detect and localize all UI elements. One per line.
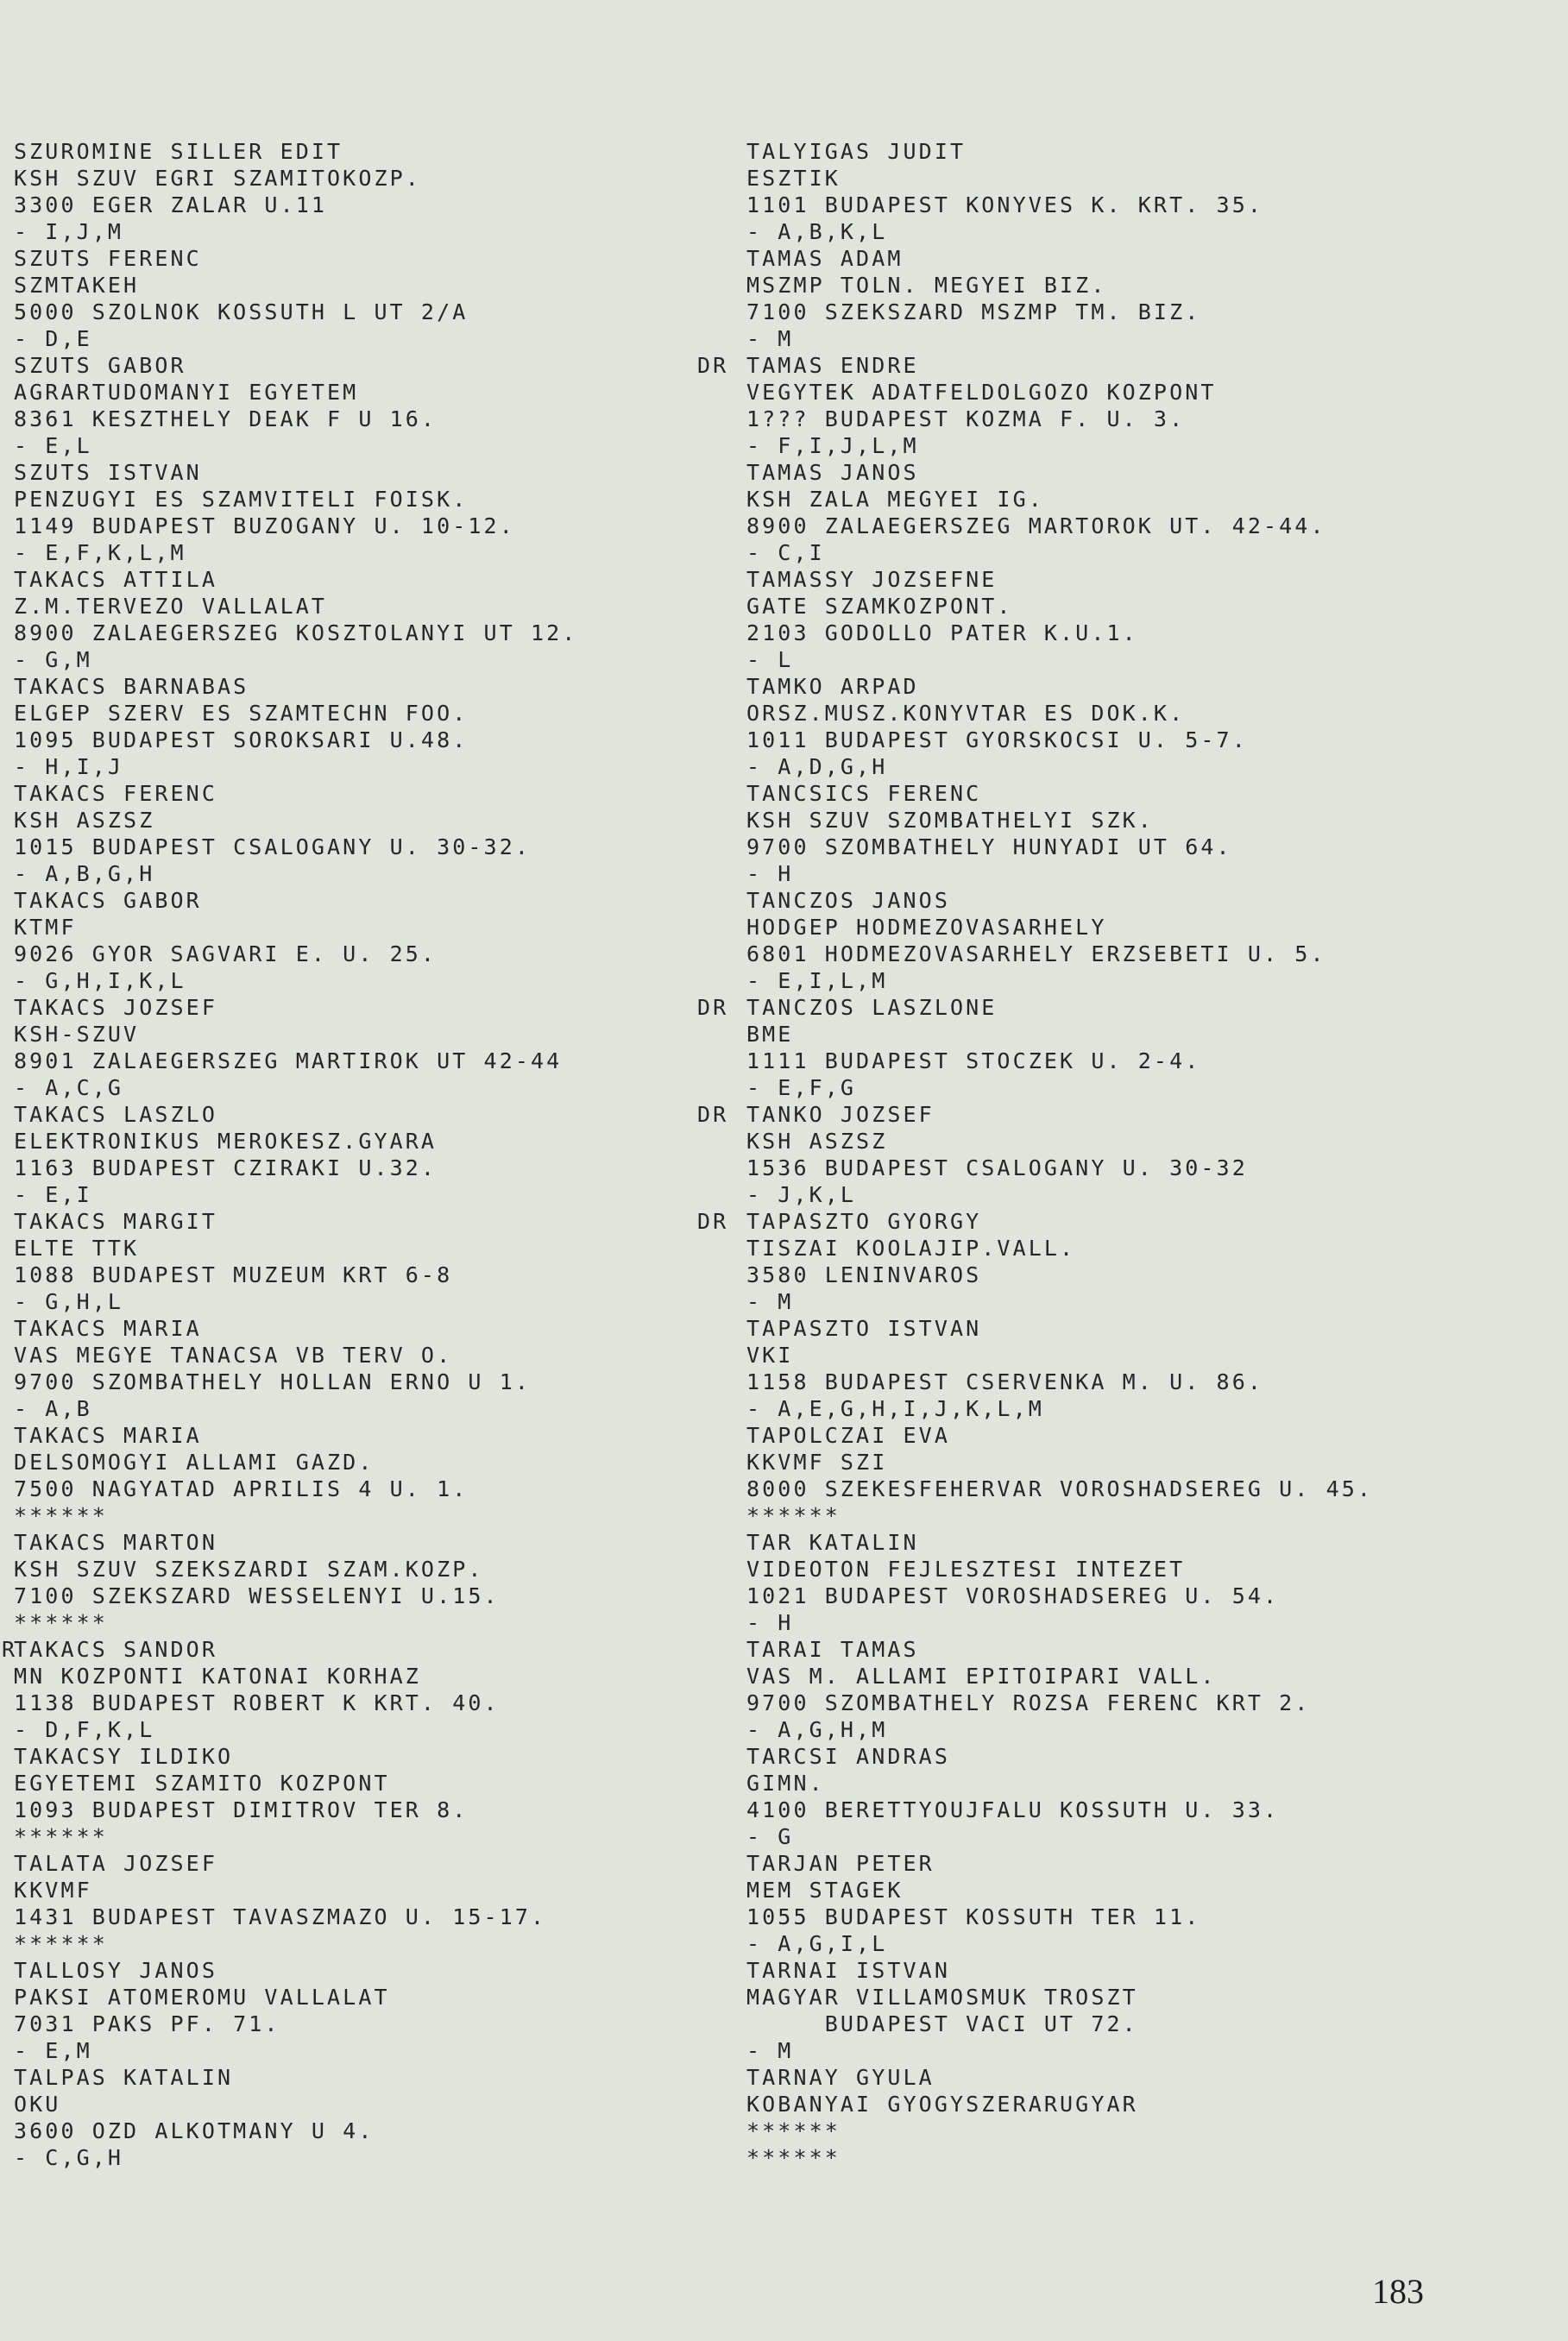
- entry-name: TAKACS MARTON: [14, 1530, 217, 1555]
- directory-entry: [14, 459, 577, 566]
- entry-address: 7100 SZEKSZARD MSZMP TM. BIZ.: [746, 299, 1201, 324]
- directory-entry: [14, 1422, 577, 1529]
- entry-name: TAKACS GABOR: [14, 888, 202, 913]
- directory-entry: [697, 1208, 1373, 1315]
- directory-entry: [746, 1422, 1373, 1529]
- directory-entry: [746, 138, 1373, 245]
- directory-entry: [746, 1529, 1373, 1636]
- entry-name: TANCSICS FERENC: [746, 781, 982, 806]
- title-prefix: DR: [697, 995, 729, 1020]
- entry-name: TARNAI ISTVAN: [746, 1958, 950, 1983]
- entry-address: 1111 BUDAPEST STOCZEK U. 2-4.: [746, 1048, 1201, 1073]
- entry-address: 1093 BUDAPEST DIMITROV TER 8.: [14, 1797, 469, 1822]
- entry-address: 8901 ZALAEGERSZEG MARTIROK UT 42-44: [14, 1048, 563, 1073]
- entry-organization: MSZMP TOLN. MEGYEI BIZ.: [746, 273, 1107, 298]
- title-prefix: R: [2, 1637, 18, 1662]
- entry-address: 1536 BUDAPEST CSALOGANY U. 30-32: [746, 1155, 1248, 1180]
- entry-address: 5000 SZOLNOK KOSSUTH L UT 2/A: [14, 299, 469, 324]
- entry-codes: - D,E: [14, 326, 92, 351]
- entry-address: 1149 BUDAPEST BUZOGANY U. 10-12.: [14, 513, 515, 538]
- entry-address: 9700 SZOMBATHELY HOLLAN ERNO U 1.: [14, 1369, 531, 1394]
- entry-address: ******: [746, 2118, 841, 2143]
- directory-entry: [746, 566, 1373, 673]
- entry-address: 3300 EGER ZALAR U.11: [14, 192, 328, 217]
- entry-organization: HODGEP HODMEZOVASARHELY: [746, 915, 1107, 940]
- entry-codes: - G,H,I,K,L: [14, 968, 186, 993]
- directory-entry: [14, 887, 577, 994]
- entry-codes: - M: [746, 1289, 794, 1314]
- entry-codes: - E,I: [14, 1182, 92, 1207]
- directory-entry: [746, 887, 1373, 994]
- entry-organization: ELTE TTK: [14, 1236, 140, 1261]
- entry-organization: SZMTAKEH: [14, 273, 140, 298]
- entry-organization: ESZTIK: [746, 166, 841, 191]
- entry-organization: VAS MEGYE TANACSA VB TERV O.: [14, 1343, 453, 1368]
- entry-codes: - A,B: [14, 1396, 92, 1421]
- directory-entry: [746, 1315, 1373, 1422]
- entry-organization: Z.M.TERVEZO VALLALAT: [14, 594, 328, 619]
- entry-organization: KTMF: [14, 915, 77, 940]
- entry-organization: PENZUGYI ES SZAMVITELI FOISK.: [14, 487, 469, 512]
- entry-codes: - A,G,H,M: [746, 1717, 888, 1742]
- entry-codes: ******: [14, 1610, 108, 1635]
- directory-entry: [14, 245, 577, 352]
- entry-name: TANCZOS LASZLONE: [746, 995, 998, 1020]
- entry-organization: EGYETEMI SZAMITO KOZPONT: [14, 1771, 390, 1796]
- entry-address: 4100 BERETTYOUJFALU KOSSUTH U. 33.: [746, 1797, 1280, 1822]
- entry-address: 1101 BUDAPEST KONYVES K. KRT. 35.: [746, 192, 1263, 217]
- entry-codes: - E,L: [14, 433, 92, 458]
- entry-organization: ORSZ.MUSZ.KONYVTAR ES DOK.K.: [746, 701, 1186, 726]
- entry-name: TAPOLCZAI EVA: [746, 1423, 950, 1448]
- directory-entry: [697, 1101, 1373, 1208]
- entry-name: TAMAS ADAM: [746, 246, 904, 271]
- entry-address: 1015 BUDAPEST CSALOGANY U. 30-32.: [14, 834, 531, 859]
- entry-codes: ******: [746, 1503, 841, 1528]
- entry-name: TALPAS KATALIN: [14, 2065, 234, 2090]
- entry-name: TALLOSY JANOS: [14, 1958, 217, 1983]
- entry-line: [697, 352, 1373, 379]
- directory-entry: [746, 1850, 1373, 1957]
- entry-codes: - H: [746, 1610, 794, 1635]
- entry-codes: - E,I,L,M: [746, 968, 888, 993]
- entry-codes: ******: [746, 2145, 841, 2170]
- directory-entry: [746, 1636, 1373, 1743]
- entry-address: 1021 BUDAPEST VOROSHADSEREG U. 54.: [746, 1583, 1280, 1608]
- entry-organization: KSH-SZUV: [14, 1022, 140, 1047]
- entry-name: SZUTS GABOR: [14, 353, 186, 378]
- entry-name: SZUTS FERENC: [14, 246, 202, 271]
- entry-name: TAMAS ENDRE: [746, 353, 919, 378]
- entry-organization: MN KOZPONTI KATONAI KORHAZ: [14, 1664, 421, 1689]
- title-prefix: DR: [697, 353, 729, 378]
- directory-entry: [14, 1850, 577, 1957]
- entry-name: TAKACS JOZSEF: [14, 995, 217, 1020]
- entry-codes: - G,M: [14, 647, 92, 672]
- title-prefix: DR: [697, 1102, 729, 1127]
- entry-name: TAMASSY JOZSEFNE: [746, 567, 998, 592]
- entry-address: 9700 SZOMBATHELY HUNYADI UT 64.: [746, 834, 1232, 859]
- page-number: 183: [1372, 2272, 1424, 2311]
- entry-address: 1158 BUDAPEST CSERVENKA M. U. 86.: [746, 1369, 1263, 1394]
- directory-entry: [14, 673, 577, 780]
- entry-codes: - H: [746, 861, 794, 886]
- directory-entry: [697, 352, 1373, 459]
- directory-entry: [746, 245, 1373, 352]
- entry-organization: KSH ASZSZ: [14, 808, 155, 833]
- entry-name: TARNAY GYULA: [746, 2065, 935, 2090]
- entry-codes: - E,M: [14, 2038, 92, 2063]
- entry-codes: - C,I: [746, 540, 825, 565]
- entry-address: 9700 SZOMBATHELY ROZSA FERENC KRT 2.: [746, 1690, 1311, 1715]
- entry-address: 1163 BUDAPEST CZIRAKI U.32.: [14, 1155, 438, 1180]
- entry-name: TAKACS ATTILA: [14, 567, 217, 592]
- entry-address: 2103 GODOLLO PATER K.U.1.: [746, 620, 1138, 645]
- directory-entry: [14, 1529, 577, 1636]
- directory-entry: [14, 1957, 577, 2064]
- directory-entry: [14, 2064, 577, 2171]
- entry-address: 3600 OZD ALKOTMANY U 4.: [14, 2118, 375, 2143]
- entry-organization: VAS M. ALLAMI EPITOIPARI VALL.: [746, 1664, 1217, 1689]
- entry-codes: - A,D,G,H: [746, 754, 888, 779]
- right-column: [697, 138, 1374, 2171]
- directory-entry: [14, 780, 577, 887]
- entry-codes: - G,H,L: [14, 1289, 124, 1314]
- entry-organization: KOBANYAI GYOGYSZERARUGYAR: [746, 2092, 1138, 2117]
- entry-organization: MAGYAR VILLAMOSMUK TROSZT: [746, 1985, 1138, 2010]
- entry-codes: - A,B,K,L: [746, 219, 888, 244]
- entry-name: TAPASZTO ISTVAN: [746, 1316, 982, 1341]
- entry-name: SZUTS ISTVAN: [14, 460, 202, 485]
- entry-name: TAKACS MARIA: [14, 1423, 202, 1448]
- entry-organization: KSH SZUV EGRI SZAMITOKOZP.: [14, 166, 421, 191]
- entry-address: 7100 SZEKSZARD WESSELENYI U.15.: [14, 1583, 500, 1608]
- entry-codes: - L: [746, 647, 794, 672]
- directory-entry: [746, 780, 1373, 887]
- entry-codes: - M: [746, 2038, 794, 2063]
- entry-codes: - A,E,G,H,I,J,K,L,M: [746, 1396, 1044, 1421]
- entry-organization: ELGEP SZERV ES SZAMTECHN FOO.: [14, 701, 469, 726]
- entry-name: TALYIGAS JUDIT: [746, 139, 967, 164]
- entry-line: [2, 1636, 577, 1663]
- directory-entry: [14, 138, 577, 245]
- directory-entry: [14, 352, 577, 459]
- entry-address: 8361 KESZTHELY DEAK F U 16.: [14, 406, 438, 431]
- entry-name: TAKACSY ILDIKO: [14, 1744, 234, 1769]
- entry-address: 8900 ZALAEGERSZEG KOSZTOLANYI UT 12.: [14, 620, 578, 645]
- entry-name: TARCSI ANDRAS: [746, 1744, 950, 1769]
- entry-codes: ******: [14, 1931, 108, 1956]
- entry-organization: GIMN.: [746, 1771, 825, 1796]
- entry-codes: - A,B,G,H: [14, 861, 155, 886]
- directory-entry: [746, 459, 1373, 566]
- entry-organization: VKI: [746, 1343, 794, 1368]
- directory-entry: [14, 566, 577, 673]
- entry-codes: - D,F,K,L: [14, 1717, 155, 1742]
- entry-address: 1??? BUDAPEST KOZMA F. U. 3.: [746, 406, 1186, 431]
- directory-entry: [746, 1957, 1373, 2064]
- entry-name: TAKACS MARIA: [14, 1316, 202, 1341]
- directory-entry: [746, 2064, 1373, 2171]
- entry-codes: - G: [746, 1824, 794, 1849]
- entry-address: BUDAPEST VACI UT 72.: [746, 2011, 1138, 2036]
- entry-organization: VIDEOTON FEJLESZTESI INTEZET: [746, 1557, 1186, 1582]
- entry-name: TAPASZTO GYORGY: [746, 1209, 982, 1234]
- entry-name: TALATA JOZSEF: [14, 1851, 217, 1876]
- entry-address: 1138 BUDAPEST ROBERT K KRT. 40.: [14, 1690, 500, 1715]
- entry-address: 1095 BUDAPEST SOROKSARI U.48.: [14, 727, 469, 752]
- entry-organization: KKVMF: [14, 1878, 92, 1903]
- left-column: [2, 138, 578, 2171]
- entry-organization: GATE SZAMKOZPONT.: [746, 594, 1013, 619]
- entry-organization: OKU: [14, 2092, 61, 2117]
- entry-address: 1011 BUDAPEST GYORSKOCSI U. 5-7.: [746, 727, 1248, 752]
- entry-organization: ELEKTRONIKUS MEROKESZ.GYARA: [14, 1129, 438, 1154]
- entry-address: 8000 SZEKESFEHERVAR VOROSHADSEREG U. 45.: [746, 1476, 1374, 1501]
- directory-entry: [14, 994, 577, 1101]
- entry-codes: - A,G,I,L: [746, 1931, 888, 1956]
- entry-codes: - I,J,M: [14, 219, 124, 244]
- entry-organization: PAKSI ATOMEROMU VALLALAT: [14, 1985, 390, 2010]
- entry-organization: VEGYTEK ADATFELDOLGOZO KOZPONT: [746, 380, 1217, 405]
- entry-name: TAR KATALIN: [746, 1530, 919, 1555]
- directory-entry: [697, 994, 1373, 1101]
- directory-entry: [14, 1101, 577, 1208]
- entry-address: 1431 BUDAPEST TAVASZMAZO U. 15-17.: [14, 1904, 547, 1929]
- entry-name: TAMKO ARPAD: [746, 674, 919, 699]
- directory-entry: [14, 1208, 577, 1315]
- entry-address: 3580 LENINVAROS: [746, 1262, 982, 1287]
- entry-name: TARAI TAMAS: [746, 1637, 919, 1662]
- entry-organization: KSH ASZSZ: [746, 1129, 888, 1154]
- entry-name: TARJAN PETER: [746, 1851, 935, 1876]
- entry-organization: KSH ZALA MEGYEI IG.: [746, 487, 1044, 512]
- entry-codes: - M: [746, 326, 794, 351]
- entry-line: [697, 994, 1373, 1021]
- entry-name: TANCZOS JANOS: [746, 888, 950, 913]
- entry-codes: - C,G,H: [14, 2145, 124, 2170]
- entry-address: 7031 PAKS PF. 71.: [14, 2011, 280, 2036]
- directory-entry: [14, 1315, 577, 1422]
- entry-address: 1055 BUDAPEST KOSSUTH TER 11.: [746, 1904, 1201, 1929]
- entry-organization: KSH SZUV SZOMBATHELYI SZK.: [746, 808, 1154, 833]
- directory-entry: [746, 1743, 1373, 1850]
- entry-codes: ******: [14, 1824, 108, 1849]
- entry-codes: - H,I,J: [14, 754, 124, 779]
- title-prefix: DR: [697, 1209, 729, 1234]
- entry-organization: TISZAI KOOLAJIP.VALL.: [746, 1236, 1076, 1261]
- entry-name: TAKACS BARNABAS: [14, 674, 249, 699]
- entry-codes: - J,K,L: [746, 1182, 857, 1207]
- entry-name: SZUROMINE SILLER EDIT: [14, 139, 343, 164]
- entry-organization: MEM STAGEK: [746, 1878, 904, 1903]
- entry-address: 1088 BUDAPEST MUZEUM KRT 6-8: [14, 1262, 453, 1287]
- entry-organization: AGRARTUDOMANYI EGYETEM: [14, 380, 359, 405]
- entry-name: TAKACS MARGIT: [14, 1209, 217, 1234]
- entry-codes: - E,F,G: [746, 1075, 857, 1100]
- entry-name: TAKACS FERENC: [14, 781, 217, 806]
- entry-name: TAKACS LASZLO: [14, 1102, 217, 1127]
- entry-name: TAKACS SANDOR: [14, 1637, 217, 1662]
- entry-address: 6801 HODMEZOVASARHELY ERZSEBETI U. 5.: [746, 941, 1326, 966]
- entry-address: 8900 ZALAEGERSZEG MARTOROK UT. 42-44.: [746, 513, 1326, 538]
- entry-address: 9026 GYOR SAGVARI E. U. 25.: [14, 941, 438, 966]
- directory-entry: [746, 673, 1373, 780]
- entry-line: [697, 1101, 1373, 1128]
- entry-codes: - E,F,K,L,M: [14, 540, 186, 565]
- entry-codes: ******: [14, 1503, 108, 1528]
- entry-organization: KSH SZUV SZEKSZARDI SZAM.KOZP.: [14, 1557, 484, 1582]
- entry-organization: BME: [746, 1022, 794, 1047]
- entry-name: TANKO JOZSEF: [746, 1102, 935, 1127]
- entry-codes: - F,I,J,L,M: [746, 433, 919, 458]
- entry-organization: KKVMF SZI: [746, 1450, 888, 1475]
- entry-codes: - A,C,G: [14, 1075, 124, 1100]
- directory-entry: [14, 1743, 577, 1850]
- directory-entry: [2, 1636, 577, 1743]
- entry-organization: DELSOMOGYI ALLAMI GAZD.: [14, 1450, 375, 1475]
- entry-address: 7500 NAGYATAD APRILIS 4 U. 1.: [14, 1476, 469, 1501]
- entry-line: [697, 1208, 1373, 1235]
- entry-name: TAMAS JANOS: [746, 460, 919, 485]
